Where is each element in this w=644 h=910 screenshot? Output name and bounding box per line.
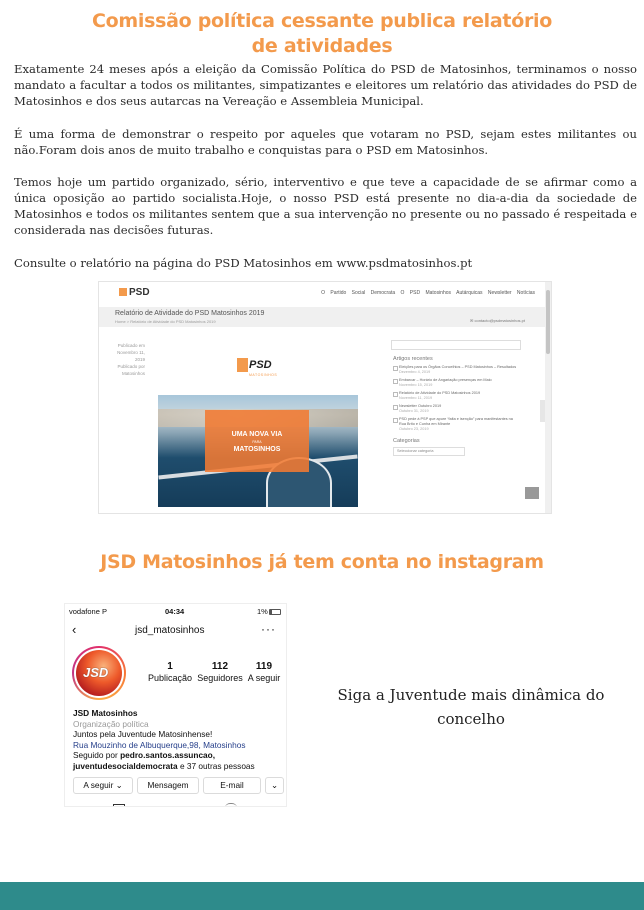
website-screenshot <box>98 281 552 514</box>
profile-name: JSD Matosinhos <box>73 708 138 718</box>
tagged-icon[interactable] <box>225 803 237 807</box>
clock: 04:34 <box>165 607 185 616</box>
followed-by[interactable]: Seguido por pedro.santos.assuncao, juventudesocialdemocrata e 37 outras pessoas <box>73 750 255 771</box>
website-title-band <box>99 307 547 327</box>
categories-select[interactable]: Seleccionar categoria <box>393 447 465 456</box>
website-search-input[interactable] <box>391 340 521 350</box>
stat-posts[interactable]: 1 Publicação <box>147 661 193 683</box>
paragraph-2: É uma forma de demonstrar o respeito por aqueles que votaram no PSD, sejam estes militantes ou não.Foram dois anos de muito trabalho e conquistas para o PSD em Matosinhos. <box>14 127 637 157</box>
section-title-line2: de atividades <box>251 35 393 57</box>
recent-post[interactable]: Eleições para os Órgãos Concelhios – PSD Matosinhos – Resultados Dezembro 4, 2019 <box>391 365 519 375</box>
section-title-line1: Comissão política cessante publica relatório <box>91 10 552 32</box>
recent-posts-heading: Artigos recentes <box>393 356 433 362</box>
website-sidebar <box>391 337 531 456</box>
instagram-header <box>65 622 287 640</box>
back-icon[interactable]: ‹ <box>72 622 77 637</box>
instagram-caption: Siga a Juventude mais dinâmica do concelho <box>337 686 605 728</box>
scrollbar-thumb[interactable] <box>546 290 550 354</box>
website-logo: PSD <box>119 287 150 298</box>
recent-post[interactable]: Newsletter Outubro 2019 Outubro 31, 2019 <box>391 404 519 414</box>
website-scrollbar[interactable] <box>545 282 551 514</box>
battery-level: 1% <box>257 607 268 616</box>
email-button[interactable]: E-mail <box>203 777 261 794</box>
profile-address[interactable]: Rua Mouzinho de Albuquerque,98, Matosinhos <box>73 739 246 750</box>
website-header <box>99 282 552 306</box>
psd-matosinhos-logo: PSD MATOSINHOS <box>237 356 287 382</box>
instagram-username: jsd_matosinhos <box>135 625 205 636</box>
following-button[interactable]: A seguir ⌄ <box>73 777 133 794</box>
website-email: ✉ contacto@psdmatosinhos.pt <box>470 318 525 323</box>
paragraph-4: Consulte o relatório na página do PSD Matosinhos em www.psdmatosinhos.pt <box>14 256 473 270</box>
psd-arrow-icon <box>119 288 127 296</box>
stat-following[interactable]: 119 A seguir <box>247 661 281 683</box>
instagram-bio <box>73 708 283 771</box>
footer-bar <box>0 882 644 910</box>
profile-category: Organização política <box>73 718 149 729</box>
website-page-title: Relatório de Atividade do PSD Matosinhos 2019 <box>115 310 265 317</box>
grid-icon[interactable] <box>113 804 125 807</box>
avatar-logo: JSD <box>83 665 109 680</box>
carrier: vodafone P <box>69 607 107 616</box>
website-nav: O Partido Social Democrata O PSD Matosinhos Autárquicas Newsletter Notícias <box>321 290 535 296</box>
stat-followers[interactable]: 112 Seguidores <box>197 661 243 683</box>
paragraph-1: Exatamente 24 meses após a eleição da Comissão Política do PSD de Matosinhos, terminamos o nosso mandato a facultar a todos os militantes, simpatizantes e eleitores um relatório das atividades do PSD de Matosinhos e dos seus autarcas na Vereação e Assembleia Municipal. <box>14 62 637 108</box>
campaign-banner: UMA NOVA VIA PARA MATOSINHOS <box>205 410 309 472</box>
paragraph-3: Temos hoje um partido organizado, sério, interventivo e que teve a capacidade de se afirmar como a única oposição ao partido socialista.Hoje, o nosso PSD está presente no dia-a-dia da sociedade de Matosinhos e todos os militantes sentem que a sua intervenção no presente ou no passado é respeitada e considerada nas decisões futuras. <box>14 175 637 237</box>
instagram-screenshot <box>64 603 287 807</box>
profile-actions <box>73 777 285 794</box>
chat-button[interactable] <box>525 487 539 499</box>
psd-arrow-icon <box>237 358 248 372</box>
more-options-button[interactable]: ⌄ <box>265 777 284 794</box>
profile-bio: Juntos pela Juventude Matosinhense! <box>73 729 213 739</box>
recent-post[interactable]: Relatório de Atividade do PSD Matosinhos 2019 Novembro 11, 2019 <box>391 391 519 401</box>
avatar[interactable] <box>72 646 126 700</box>
profile-tabs <box>65 803 287 807</box>
campaign-photo <box>158 395 358 507</box>
website-breadcrumb: Home > Relatório de Atividade do PSD Matosinhos 2019 <box>115 319 216 324</box>
phone-status-bar <box>65 604 287 618</box>
website-post-meta: Publicado em Novembro 11, 2019 Publicado por Matosinhos <box>117 343 145 376</box>
more-icon[interactable]: ··· <box>261 622 276 636</box>
section-title-instagram: JSD Matosinhos já tem conta no instagram <box>100 551 544 573</box>
recent-post[interactable]: Embarcar – Horário de Angariação presenças em Maio Novembro 15, 2019 <box>391 378 519 388</box>
recent-post[interactable]: PSD pede à PSP que apure “falta e isenção” para manifestantes na Rua Brito e Cunha em Mirante Outubro 23, 2019 <box>391 417 519 432</box>
battery-icon <box>269 609 281 615</box>
categories-heading: Categorias <box>393 438 420 444</box>
message-button[interactable]: Mensagem <box>137 777 199 794</box>
